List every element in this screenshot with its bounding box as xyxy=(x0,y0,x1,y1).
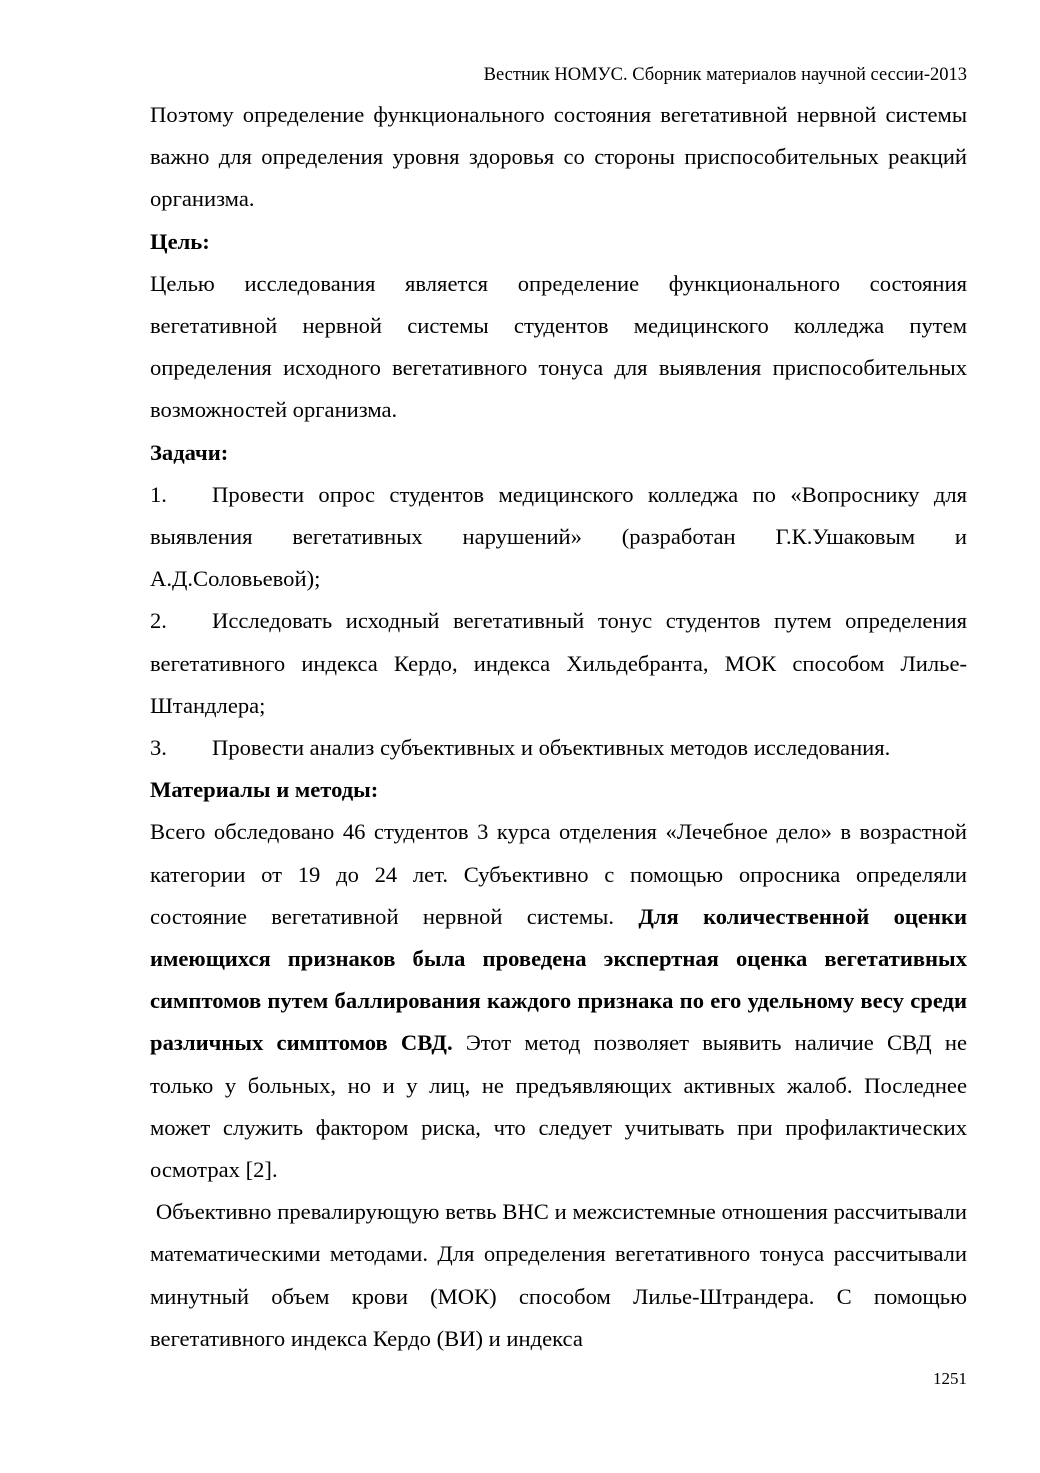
tasks-heading: Задачи: xyxy=(150,439,229,465)
methods-text-part2: Этот метод позволяет выявить наличие СВД не только у больных, но и у лиц, не предъявляющих активных жалоб. Последнее может служить фактором риска, что следует учитывать при профилактических осмотрах [2]. xyxy=(150,1030,967,1183)
task-item-2 xyxy=(150,600,967,727)
task-text: Исследовать исходный вегетативный тонус студентов путем определения вегетативного индекса Кердо, индекса Хильдебранта, МОК способом Лилье-Штандлера; xyxy=(150,608,967,718)
task-text: Провести анализ субъективных и объективных методов исследования. xyxy=(212,735,891,761)
page-body xyxy=(150,94,973,1360)
methods-paragraph xyxy=(150,811,967,1191)
task-number: 3. xyxy=(150,735,167,761)
task-item-1 xyxy=(150,474,967,601)
methods-text-part1: Всего обследовано 46 студентов 3 курса отделения «Лечебное дело» в возрастной категории от 19 до 24 лет. Субъективно с помощью опросника определяли состояние вегетативной нервной системы. xyxy=(150,819,967,929)
task-item-3 xyxy=(150,727,967,769)
page-number: 1251 xyxy=(933,1369,967,1388)
task-text: Провести опрос студентов медицинского колледжа по «Вопроснику для выявления вегетативных нарушений» (разработан Г.К.Ушаковым и А.Д.Соловьевой); xyxy=(150,481,967,592)
goal-paragraph: Целью исследования является определение функционального состояния вегетативной нервной системы студентов медицинского колледжа путем определения исходного вегетативного тонуса для выявления приспособительных возможностей организма. xyxy=(150,270,967,423)
task-number: 1. xyxy=(150,481,167,507)
task-number: 2. xyxy=(150,608,167,634)
objective-paragraph: Объективно превалирующую ветвь ВНС и межсистемные отношения рассчитывали математическими методами. Для определения вегетативного тонуса рассчитывали минутный объем крови (МОК) способом Лилье-Штрандера. С помощью вегетативного индекса Кердо (ВИ) и индекса xyxy=(150,1199,973,1351)
methods-heading: Материалы и методы: xyxy=(150,777,379,803)
running-header: Вестник НОМУС. Сборник материалов научной сессии-2013 xyxy=(483,65,967,85)
intro-paragraph: Поэтому определение функционального состояния вегетативной нервной системы важно для определения уровня здоровья со стороны приспособительных реакций организма. xyxy=(150,102,967,212)
goal-heading: Цель: xyxy=(150,228,210,254)
methods-text-bold: Для количественной оценки имеющихся признаков была проведена экспертная оценка вегетативных симптомов путем баллирования каждого признака по его удельному весу среди различных симптомов СВД. xyxy=(150,903,967,1056)
